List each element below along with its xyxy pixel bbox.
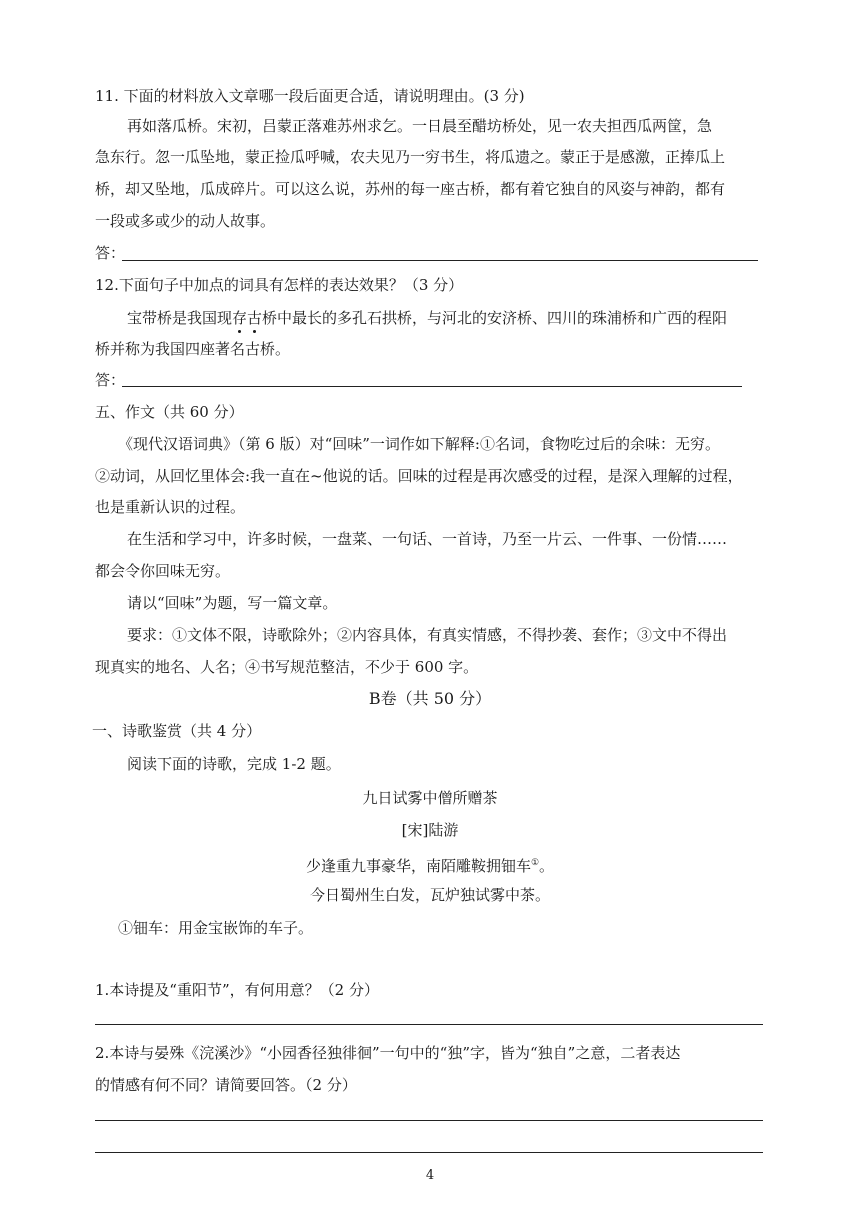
dotted-word-char-1: 存 [232, 309, 248, 327]
composition-requirements-line-1: 要求：①文体不限，诗歌除外；②内容具体，有真实情感，不得抄袭、套作；③文中不得出 [127, 626, 728, 644]
poem-line-1-end: 。 [539, 857, 555, 875]
q12-sentence-after: 桥中最长的多孔石拱桥，与河北的安济桥、四川的珠浦桥和广西的程阳 [262, 309, 728, 327]
poem-line-1 [0, 853, 860, 876]
b-question-2-line-1: 2.本诗与晏殊《浣溪沙》“小园香径独徘徊”一句中的“独”字，皆为“独自”之意，二者表达 [95, 1044, 681, 1062]
section-5-title: 五、作文（共 60 分） [95, 403, 244, 421]
poem-line-1-text: 少逢重九事豪华，南陌雕鞍拥钿车 [305, 857, 531, 875]
b-q1-answer-line[interactable] [95, 1024, 763, 1025]
dotted-word-char-2: 古 [247, 309, 263, 327]
q12-answer-label: 答： [95, 371, 126, 389]
composition-line-1: 《现代汉语词典》（第 6 版）对“回味”一词作如下解释:①名词，食物吃过后的余味：无穷。 [118, 435, 720, 453]
poem-title: 九日试雾中僧所赠茶 [362, 789, 498, 807]
q11-answer-label: 答： [95, 244, 126, 262]
b-q2-answer-line-2[interactable] [95, 1152, 763, 1153]
composition-line-4: 在生活和学习中，许多时候，一盘菜、一句话、一首诗，乃至一片云、一件事、一份情…… [127, 530, 728, 548]
q12-sentence-line-1 [127, 308, 727, 328]
poem-instruction: 阅读下面的诗歌，完成 1-2 题。 [127, 755, 341, 773]
q12-sentence-before: 宝带桥是我国现 [127, 309, 233, 327]
page-number: 4 [425, 1168, 435, 1183]
question-12-title: 12.下面句子中加点的词具有怎样的表达效果？（3 分） [95, 276, 464, 294]
q12-answer-line[interactable] [122, 386, 742, 387]
b-question-1: 1.本诗提及“重阳节”，有何用意？（2 分） [95, 981, 379, 999]
poem-author: [宋]陆游 [401, 821, 459, 839]
composition-line-5: 都会令你回味无穷。 [95, 562, 231, 580]
composition-prompt: 请以“回味”为题，写一篇文章。 [127, 594, 338, 612]
q12-sentence-line-2: 桥并称为我国四座著名古桥。 [95, 340, 291, 358]
footnote-marker: ① [530, 858, 540, 868]
q11-answer-line[interactable] [122, 260, 758, 261]
composition-requirements-line-2: 现真实的地名、人名；④书写规范整洁，不少于 600 字。 [95, 658, 479, 676]
b-volume-title: B卷（共 50 分） [368, 689, 492, 708]
b-q2-answer-line-1[interactable] [95, 1120, 763, 1121]
q11-material-line-2: 急东行。忽一瓜坠地，蒙正捡瓜呼喊，农夫见乃一穷书生，将瓜遗之。蒙正于是感激，正捧瓜上 [95, 148, 726, 166]
q11-material-line-1: 再如落瓜桥。宋初，吕蒙正落难苏州求乞。一日晨至醋坊桥处，见一农夫担西瓜两筐，急 [127, 117, 713, 135]
composition-line-3: 也是重新认识的过程。 [95, 498, 246, 516]
poem-footnote: ①钿车：用金宝嵌饰的车子。 [118, 919, 314, 937]
q11-material-line-4: 一段或多或少的动人故事。 [95, 212, 276, 230]
composition-line-2: ②动词，从回忆里体会:我一直在~他说的话。回味的过程是再次感受的过程，是深入理解的过程， [95, 467, 743, 485]
q11-material-line-3: 桥，却又坠地，瓜成碎片。可以这么说，苏州的每一座古桥，都有着它独自的风姿与神韵，都有 [95, 180, 726, 198]
question-11-title: 11. 下面的材料放入文章哪一段后面更合适，请说明理由。(3 分) [95, 87, 525, 105]
b-question-2-line-2: 的情感有何不同？请简要回答。（2 分） [95, 1076, 357, 1094]
poem-line-2: 今日蜀州生白发，瓦炉独试雾中茶。 [309, 886, 550, 904]
b-section-1-title: 一、诗歌鉴赏（共 4 分） [92, 722, 262, 740]
